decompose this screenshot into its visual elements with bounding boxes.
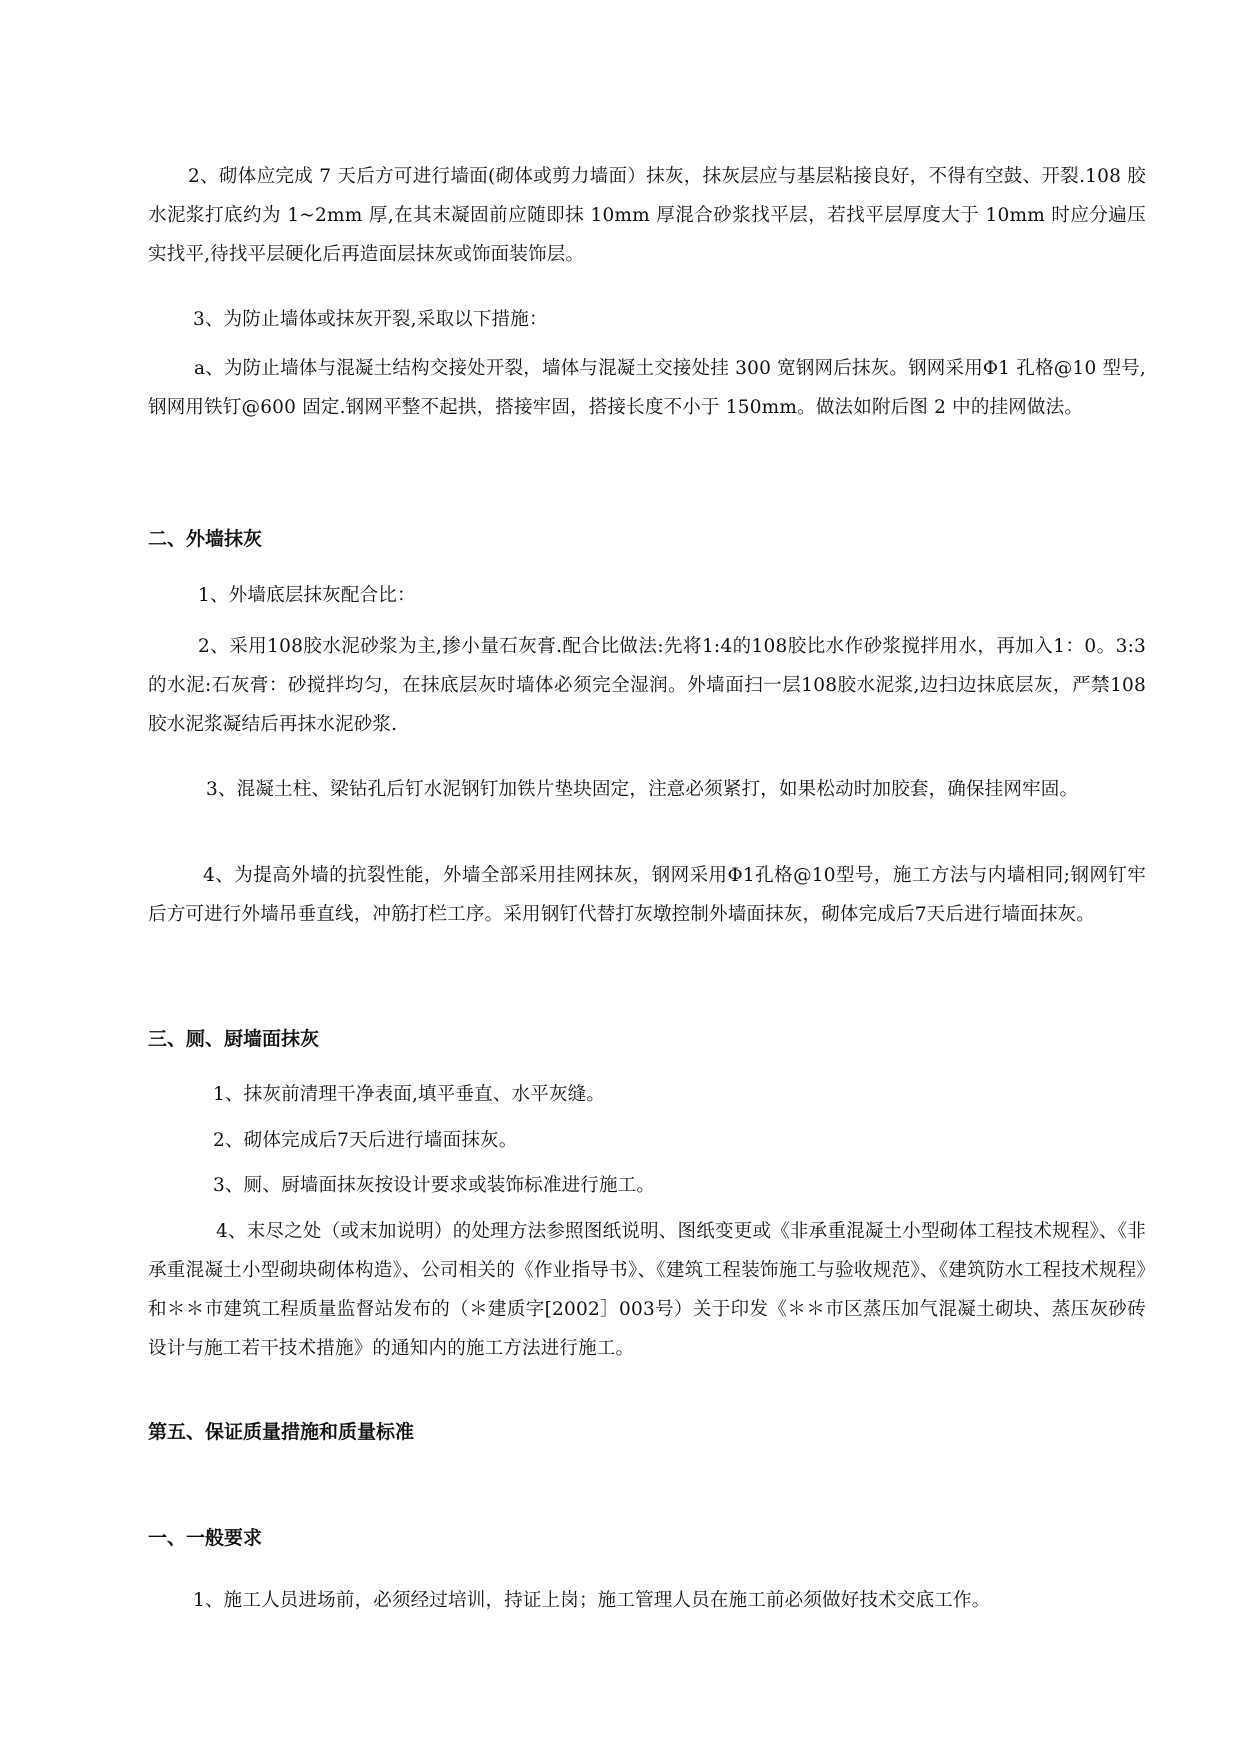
heading-toilet-kitchen-plastering: 三、厕、厨墙面抹灰 <box>148 1028 320 1050</box>
paragraph-exterior-mix-ratio: 1、外墙底层抹灰配合比： <box>198 585 416 606</box>
paragraph-surface-cleaning: 1、抹灰前清理干净表面,填平垂直、水平灰缝。 <box>213 1084 606 1105</box>
paragraph-training: 1、施工人员进场前，必须经过培训，持证上岗；施工管理人员在施工前必须做好技术交底工作。 <box>193 1590 991 1611</box>
paragraph-drilling-fixing: 3、混凝土柱、梁钻孔后钉水泥钢钉加铁片垫块固定，注意必须紧打，如果松动时加胶套，确保挂网牢固。 <box>206 779 1079 800</box>
paragraph-seven-days: 2、砌体完成后7天后进行墙面抹灰。 <box>213 1130 518 1151</box>
paragraph-steel-mesh: a、为防止墙体与混凝土结构交接处开裂，墙体与混凝土交接处挂 300 宽钢网后抹灰。钢网采用Φ1 孔格@10 型号,钢网用铁钉@600 固定.钢网平整不起拱，搭接牢固，搭接长度不小于 150mm。做法如附后图 2 中的挂网做法。 <box>148 358 1146 418</box>
paragraph-design-standard: 3、厕、厨墙面抹灰按设计要求或装饰标准进行施工。 <box>213 1175 656 1196</box>
paragraph-references: 4、末尽之处（或末加说明）的处理方法参照图纸说明、图纸变更或《非承重混凝土小型砌体工程技术规程》、《非承重混凝土小型砌块砌体构造》、公司相关的《作业指导书》、《建筑工程装饰施工与验收规范》、《建筑防水工程技术规程》和＊＊市建筑工程质量监督站发布的（＊建质字[2002］003号）关于印发《＊＊市区蒸压加气混凝土砌块、蒸压灰砂砖设计与施工若干技术措施》的通知内的施工方法进行施工。 <box>148 1221 1146 1359</box>
heading-quality-measures: 第五、保证质量措施和质量标准 <box>148 1421 415 1443</box>
heading-exterior-plastering: 二、外墙抹灰 <box>148 528 263 550</box>
heading-general-requirements: 一、一般要求 <box>148 1527 263 1549</box>
paragraph-crack-prevention-intro: 3、为防止墙体或抹灰开裂,采取以下措施： <box>193 309 548 330</box>
paragraph-exterior-mortar: 2、采用108胶水泥砂浆为主,掺小量石灰膏.配合比做法:先将1:4的108胶比水作砂浆搅拌用水，再加入1：0。3:3的水泥:石灰膏：砂搅拌均匀，在抹底层灰时墙体必须完全湿润。外墙面扫一层108胶水泥浆,边扫边抹底层灰，严禁108胶水泥浆凝结后再抹水泥砂浆. <box>148 636 1146 735</box>
paragraph-masonry-plastering: 2、砌体应完成 7 天后方可进行墙面(砌体或剪力墙面）抹灰，抹灰层应与基层粘接良好，不得有空鼓、开裂.108 胶水泥浆打底约为 1~2mm 厚,在其末凝固前应随即抹 10mm 厚混合砂浆找平层，若找平层厚度大于 10mm 时应分遍压实找平,待找平层硬化后再造面层抹灰或饰面装饰层。 <box>148 166 1146 265</box>
paragraph-exterior-mesh: 4、为提高外墙的抗裂性能，外墙全部采用挂网抹灰，钢网采用Φ1孔格@10型号，施工方法与内墙相同;钢网钉牢后方可进行外墙吊垂直线，冲筋打栏工序。采用钢钉代替打灰墩控制外墙面抹灰，砌体完成后7天后进行墙面抹灰。 <box>148 865 1146 925</box>
